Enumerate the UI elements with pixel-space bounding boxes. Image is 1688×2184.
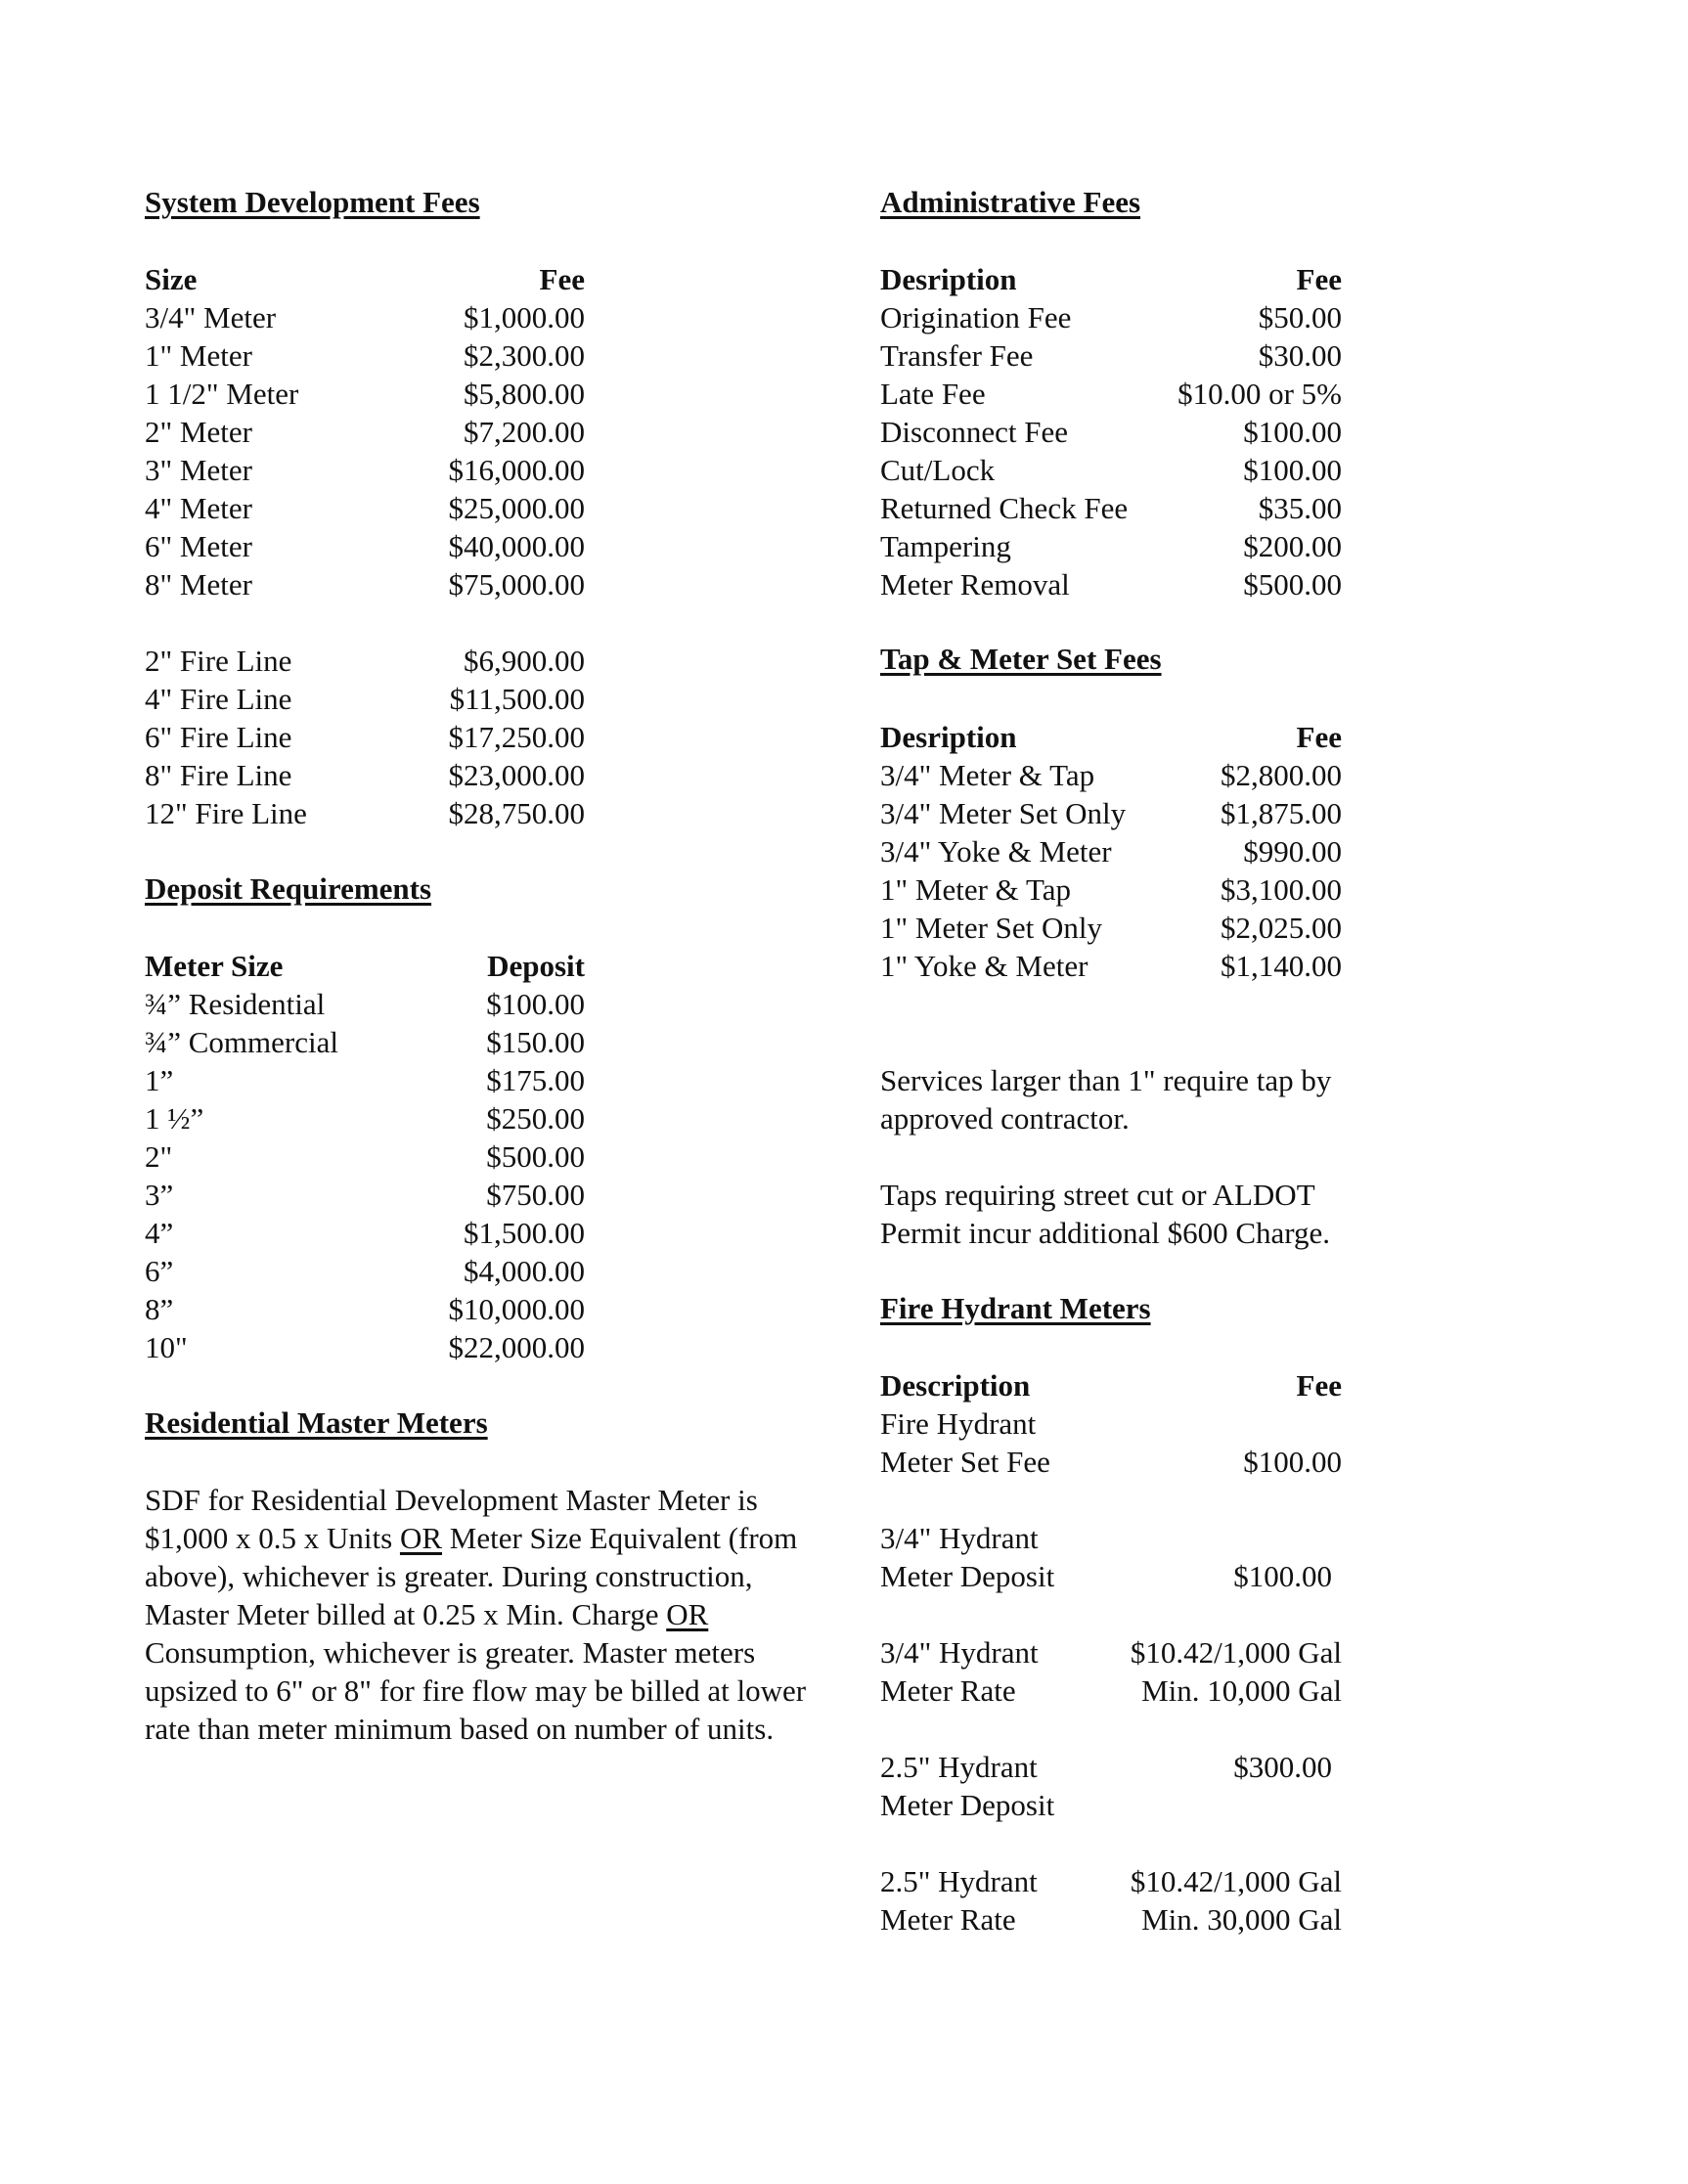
deposit-requirements-table xyxy=(145,947,585,1366)
table-row xyxy=(880,336,1342,375)
fee-description: Cut/Lock xyxy=(880,453,996,487)
meter-size: 10" xyxy=(145,1330,188,1364)
meter-size: 3/4" Meter xyxy=(145,300,277,334)
hydrant-fee: Min. 10,000 Gal xyxy=(1141,1673,1342,1708)
administrative-fees-table xyxy=(880,260,1342,603)
meter-size: 2" Meter xyxy=(145,415,252,449)
fee-amount: $990.00 xyxy=(1243,834,1342,869)
meter-fee: $1,000.00 xyxy=(464,300,585,334)
deposit-amount: $750.00 xyxy=(486,1178,585,1212)
deposit-column-header: Deposit xyxy=(487,949,585,983)
table-row xyxy=(145,718,585,756)
table-row xyxy=(145,1290,585,1328)
hydrant-fee: $100.00 xyxy=(1233,1559,1332,1593)
meter-fee: $5,800.00 xyxy=(464,377,585,411)
hydrant-fee-group xyxy=(880,1633,1342,1710)
hydrant-fee-group xyxy=(880,1519,1342,1595)
paragraph-line: upsized to 6" or 8" for fire flow may be billed at lower xyxy=(145,1673,807,1708)
table-row xyxy=(145,336,585,375)
fee-description: Disconnect Fee xyxy=(880,415,1068,449)
table-row xyxy=(880,756,1342,794)
paragraph-text: Meter Size Equivalent (from xyxy=(442,1521,798,1555)
residential-master-meters-heading: Residential Master Meters xyxy=(145,1405,488,1440)
table-row xyxy=(880,1900,1342,1939)
table-row xyxy=(880,832,1342,870)
paragraph-line xyxy=(145,1595,761,1633)
administrative-fees-heading: Administrative Fees xyxy=(880,185,1141,219)
meter-size: 1 ½” xyxy=(145,1101,204,1136)
table-row xyxy=(145,1252,585,1290)
paragraph-line: above), whichever is greater. During construction, xyxy=(145,1559,753,1593)
meter-size: 1” xyxy=(145,1063,174,1097)
hydrant-fee-group xyxy=(880,1748,1342,1824)
hydrant-description: Meter Rate xyxy=(880,1673,1016,1708)
table-row xyxy=(880,1557,1342,1595)
note-line: Taps requiring street cut or ALDOT xyxy=(880,1178,1315,1212)
fire-line-fees-table xyxy=(145,642,585,832)
table-row xyxy=(880,375,1342,413)
table-row xyxy=(145,527,585,565)
meter-fee: $75,000.00 xyxy=(448,567,585,602)
table-row xyxy=(145,565,585,603)
table-row xyxy=(145,298,585,336)
deposit-amount: $175.00 xyxy=(486,1063,585,1097)
fee-description: Meter Removal xyxy=(880,567,1070,602)
table-row xyxy=(145,1137,585,1176)
table-row xyxy=(145,489,585,527)
fee-column-header: Fee xyxy=(1296,262,1342,296)
paragraph-line: SDF for Residential Development Master Meter is xyxy=(145,1483,758,1517)
table-row xyxy=(145,1099,585,1137)
description-column-header: Desription xyxy=(880,262,1017,296)
paragraph-text: $1,000 x 0.5 x Units xyxy=(145,1521,400,1555)
table-row xyxy=(145,1214,585,1252)
hydrant-fee: $100.00 xyxy=(1243,1445,1342,1479)
tap-meter-set-fees-table xyxy=(880,718,1342,985)
meter-size: 1 1/2" Meter xyxy=(145,377,299,411)
table-row xyxy=(880,794,1342,832)
meter-fee: $7,200.00 xyxy=(464,415,585,449)
fee-amount: $50.00 xyxy=(1258,300,1342,334)
deposit-requirements-heading: Deposit Requirements xyxy=(145,871,432,906)
fee-amount: $30.00 xyxy=(1258,338,1342,373)
size-column-header: Size xyxy=(145,262,198,296)
fee-amount: $10.00 or 5% xyxy=(1177,377,1342,411)
fee-description: 1" Yoke & Meter xyxy=(880,949,1088,983)
hydrant-description: 2.5" Hydrant xyxy=(880,1864,1038,1898)
residential-master-meters-paragraph xyxy=(145,1481,807,1748)
paragraph-text: Master Meter billed at 0.25 x Min. Charge xyxy=(145,1597,667,1631)
hydrant-fee: $300.00 xyxy=(1233,1750,1332,1784)
hydrant-fee xyxy=(1332,1786,1342,1824)
table-row xyxy=(880,870,1342,909)
table-row xyxy=(145,985,585,1023)
paragraph-line: Consumption, whichever is greater. Master meters xyxy=(145,1635,756,1670)
fee-description: 3/4" Meter Set Only xyxy=(880,796,1127,830)
deposit-amount: $100.00 xyxy=(486,987,585,1021)
table-header-row xyxy=(880,718,1342,756)
meter-size: 4" Meter xyxy=(145,491,252,525)
fire-hydrant-meters-table xyxy=(880,1366,1342,1939)
table-row xyxy=(145,1328,585,1366)
fire-hydrant-meters-heading: Fire Hydrant Meters xyxy=(880,1291,1151,1325)
fee-description: Transfer Fee xyxy=(880,338,1034,373)
table-row xyxy=(880,451,1342,489)
hydrant-description: Meter Set Fee xyxy=(880,1445,1050,1479)
table-row xyxy=(145,375,585,413)
meter-fee: $2,300.00 xyxy=(464,338,585,373)
table-row xyxy=(880,1519,1342,1557)
hydrant-description: 3/4" Hydrant xyxy=(880,1635,1039,1670)
table-row xyxy=(880,413,1342,451)
fire-line-size: 2" Fire Line xyxy=(145,644,292,678)
fee-column-header: Fee xyxy=(539,262,585,296)
hydrant-fee: $10.42/1,000 Gal xyxy=(1130,1635,1342,1670)
fee-column-header: Fee xyxy=(1296,720,1342,754)
meter-size: 8” xyxy=(145,1292,174,1326)
hydrant-description: 2.5" Hydrant xyxy=(880,1750,1038,1784)
meter-fee: $25,000.00 xyxy=(448,491,585,525)
fire-line-fee: $17,250.00 xyxy=(448,720,585,754)
table-header-row xyxy=(880,1366,1342,1404)
deposit-amount: $22,000.00 xyxy=(448,1330,585,1364)
fee-description: Origination Fee xyxy=(880,300,1072,334)
paragraph-line xyxy=(145,1519,798,1557)
fee-amount: $3,100.00 xyxy=(1221,872,1342,907)
paragraph-line: rate than meter minimum based on number of units. xyxy=(145,1712,775,1746)
fee-amount: $1,875.00 xyxy=(1221,796,1342,830)
meter-fee: $40,000.00 xyxy=(448,529,585,563)
table-row xyxy=(880,298,1342,336)
fire-line-fee: $23,000.00 xyxy=(448,758,585,792)
hydrant-fee: $10.42/1,000 Gal xyxy=(1130,1864,1342,1898)
fee-amount: $200.00 xyxy=(1243,529,1342,563)
note-line: approved contractor. xyxy=(880,1101,1130,1136)
table-row xyxy=(880,1748,1342,1786)
meter-size: 3” xyxy=(145,1178,174,1212)
deposit-amount: $10,000.00 xyxy=(448,1292,585,1326)
hydrant-fee-group xyxy=(880,1862,1342,1939)
fee-amount: $100.00 xyxy=(1243,415,1342,449)
hydrant-description: Meter Rate xyxy=(880,1902,1016,1937)
fee-description: 1" Meter & Tap xyxy=(880,872,1072,907)
fee-amount: $2,800.00 xyxy=(1221,758,1342,792)
table-row xyxy=(880,489,1342,527)
tap-note-street-cut xyxy=(880,1176,1342,1252)
fire-line-fee: $28,750.00 xyxy=(448,796,585,830)
hydrant-description: 3/4" Hydrant xyxy=(880,1521,1039,1555)
table-row xyxy=(145,1023,585,1061)
fee-description: 3/4" Meter & Tap xyxy=(880,758,1095,792)
hydrant-fee: Min. 30,000 Gal xyxy=(1141,1902,1342,1937)
system-development-fees-heading: System Development Fees xyxy=(145,185,480,219)
deposit-amount: $500.00 xyxy=(486,1139,585,1174)
fee-amount: $1,140.00 xyxy=(1221,949,1342,983)
description-column-header: Desription xyxy=(880,720,1017,754)
description-column-header: Description xyxy=(880,1368,1031,1403)
hydrant-description: Meter Deposit xyxy=(880,1559,1055,1593)
hydrant-fee-group xyxy=(880,1404,1342,1481)
tap-note-contractor xyxy=(880,1061,1342,1137)
meter-size: 2" xyxy=(145,1139,173,1174)
table-row xyxy=(880,1786,1342,1824)
meter-size: 6" Meter xyxy=(145,529,252,563)
meter-size: 6” xyxy=(145,1254,174,1288)
note-line: Services larger than 1" require tap by xyxy=(880,1063,1332,1097)
hydrant-fee xyxy=(1332,1519,1342,1557)
table-row xyxy=(145,1176,585,1214)
fee-description: Tampering xyxy=(880,529,1011,563)
table-row xyxy=(145,413,585,451)
table-header-row xyxy=(880,260,1342,298)
fire-line-fee: $6,900.00 xyxy=(464,644,585,678)
table-row xyxy=(880,565,1342,603)
fee-description: Returned Check Fee xyxy=(880,491,1129,525)
fire-line-size: 6" Fire Line xyxy=(145,720,292,754)
fee-amount: $100.00 xyxy=(1243,453,1342,487)
note-line: Permit incur additional $600 Charge. xyxy=(880,1216,1331,1250)
meter-fee: $16,000.00 xyxy=(448,453,585,487)
fee-amount: $500.00 xyxy=(1243,567,1342,602)
fee-description: 3/4" Yoke & Meter xyxy=(880,834,1112,869)
meter-size: 4” xyxy=(145,1216,174,1250)
fire-line-size: 12" Fire Line xyxy=(145,796,307,830)
meter-size: ¾” Commercial xyxy=(145,1025,338,1059)
table-row xyxy=(880,1443,1342,1481)
or-emphasis: OR xyxy=(399,1521,443,1555)
fire-line-fee: $11,500.00 xyxy=(449,682,585,716)
tap-meter-set-fees-heading: Tap & Meter Set Fees xyxy=(880,642,1162,676)
table-row xyxy=(880,1671,1342,1710)
table-header-row xyxy=(145,947,585,985)
hydrant-description: Meter Deposit xyxy=(880,1788,1055,1822)
fee-column-header: Fee xyxy=(1296,1368,1342,1403)
meter-size: 1" Meter xyxy=(145,338,252,373)
table-row xyxy=(880,947,1342,985)
or-emphasis: OR xyxy=(666,1597,709,1631)
meter-size: 3" Meter xyxy=(145,453,252,487)
table-row xyxy=(880,909,1342,947)
meter-size: ¾” Residential xyxy=(145,987,326,1021)
deposit-amount: $250.00 xyxy=(486,1101,585,1136)
table-row xyxy=(880,1404,1342,1443)
table-row xyxy=(145,642,585,680)
table-row xyxy=(145,1061,585,1099)
table-row xyxy=(145,680,585,718)
fire-line-size: 8" Fire Line xyxy=(145,758,292,792)
deposit-amount: $4,000.00 xyxy=(464,1254,585,1288)
table-row xyxy=(880,527,1342,565)
meter-size-column-header: Meter Size xyxy=(145,949,284,983)
fee-amount: $2,025.00 xyxy=(1221,911,1342,945)
table-header-row xyxy=(145,260,585,298)
deposit-amount: $150.00 xyxy=(486,1025,585,1059)
fee-amount: $35.00 xyxy=(1258,491,1342,525)
fee-description: Late Fee xyxy=(880,377,986,411)
fire-line-size: 4" Fire Line xyxy=(145,682,292,716)
table-row xyxy=(145,756,585,794)
system-development-fees-table xyxy=(145,260,585,603)
hydrant-description: Fire Hydrant xyxy=(880,1406,1037,1441)
meter-size: 8" Meter xyxy=(145,567,252,602)
table-row xyxy=(880,1862,1342,1900)
fee-description: 1" Meter Set Only xyxy=(880,911,1103,945)
table-row xyxy=(145,451,585,489)
deposit-amount: $1,500.00 xyxy=(464,1216,585,1250)
table-row xyxy=(145,794,585,832)
table-row xyxy=(880,1633,1342,1671)
